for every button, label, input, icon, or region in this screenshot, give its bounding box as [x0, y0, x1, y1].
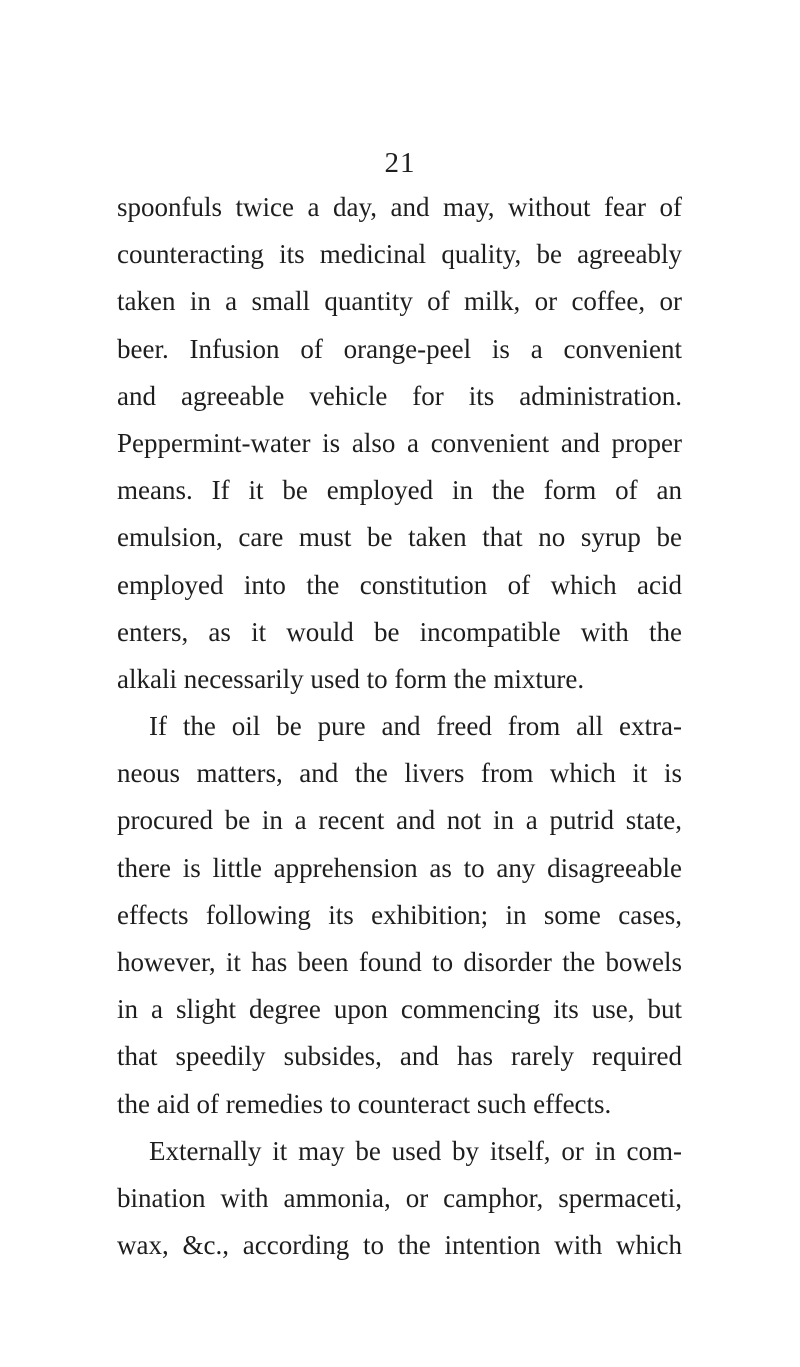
- text-line-2: counteracting its medicinal quality, be agreeably: [117, 239, 682, 270]
- text-line-7: means. If it be employed in the form of an: [117, 475, 682, 506]
- text-line-3: taken in a small quantity of milk, or coffee, or: [117, 286, 682, 317]
- text-line-12: If the oil be pure and freed from all extra-: [149, 711, 682, 742]
- text-line-10: enters, as it would be incompatible with the: [117, 616, 682, 647]
- text-line-23: wax, &c., according to the intention with which: [117, 1230, 682, 1261]
- text-line-19: that speedily subsides, and has rarely required: [117, 1041, 682, 1072]
- text-line-14: procured be in a recent and not in a putrid state,: [117, 805, 682, 836]
- text-line-15: there is little apprehension as to any disagreeable: [117, 852, 682, 883]
- text-line-1: spoonfuls twice a day, and may, without fear of: [117, 192, 682, 222]
- page-number: 21: [384, 147, 416, 179]
- text-line-9: employed into the constitution of which acid: [117, 569, 682, 600]
- text-line-4: beer. Infusion of orange-peel is a convenient: [117, 333, 682, 364]
- text-line-20: the aid of remedies to counteract such effects.: [117, 1088, 612, 1119]
- body-text: [117, 184, 682, 1269]
- text-line-13: neous matters, and the livers from which it is: [117, 758, 682, 789]
- text-line-6: Peppermint-water is also a convenient and proper: [117, 427, 682, 458]
- text-line-17: however, it has been found to disorder the bowels: [117, 947, 682, 977]
- text-line-22: bination with ammonia, or camphor, spermaceti,: [117, 1182, 682, 1213]
- text-line-16: effects following its exhibition; in some cases,: [117, 899, 682, 930]
- text-line-5: and agreeable vehicle for its administration.: [117, 380, 682, 411]
- text-line-8: emulsion, care must be taken that no syrup be: [117, 522, 682, 553]
- text-line-18: in a slight degree upon commencing its use, but: [117, 994, 682, 1025]
- text-line-21: Externally it may be used by itself, or in com-: [149, 1135, 682, 1166]
- text-line-11: alkali necessarily used to form the mixture.: [117, 663, 585, 694]
